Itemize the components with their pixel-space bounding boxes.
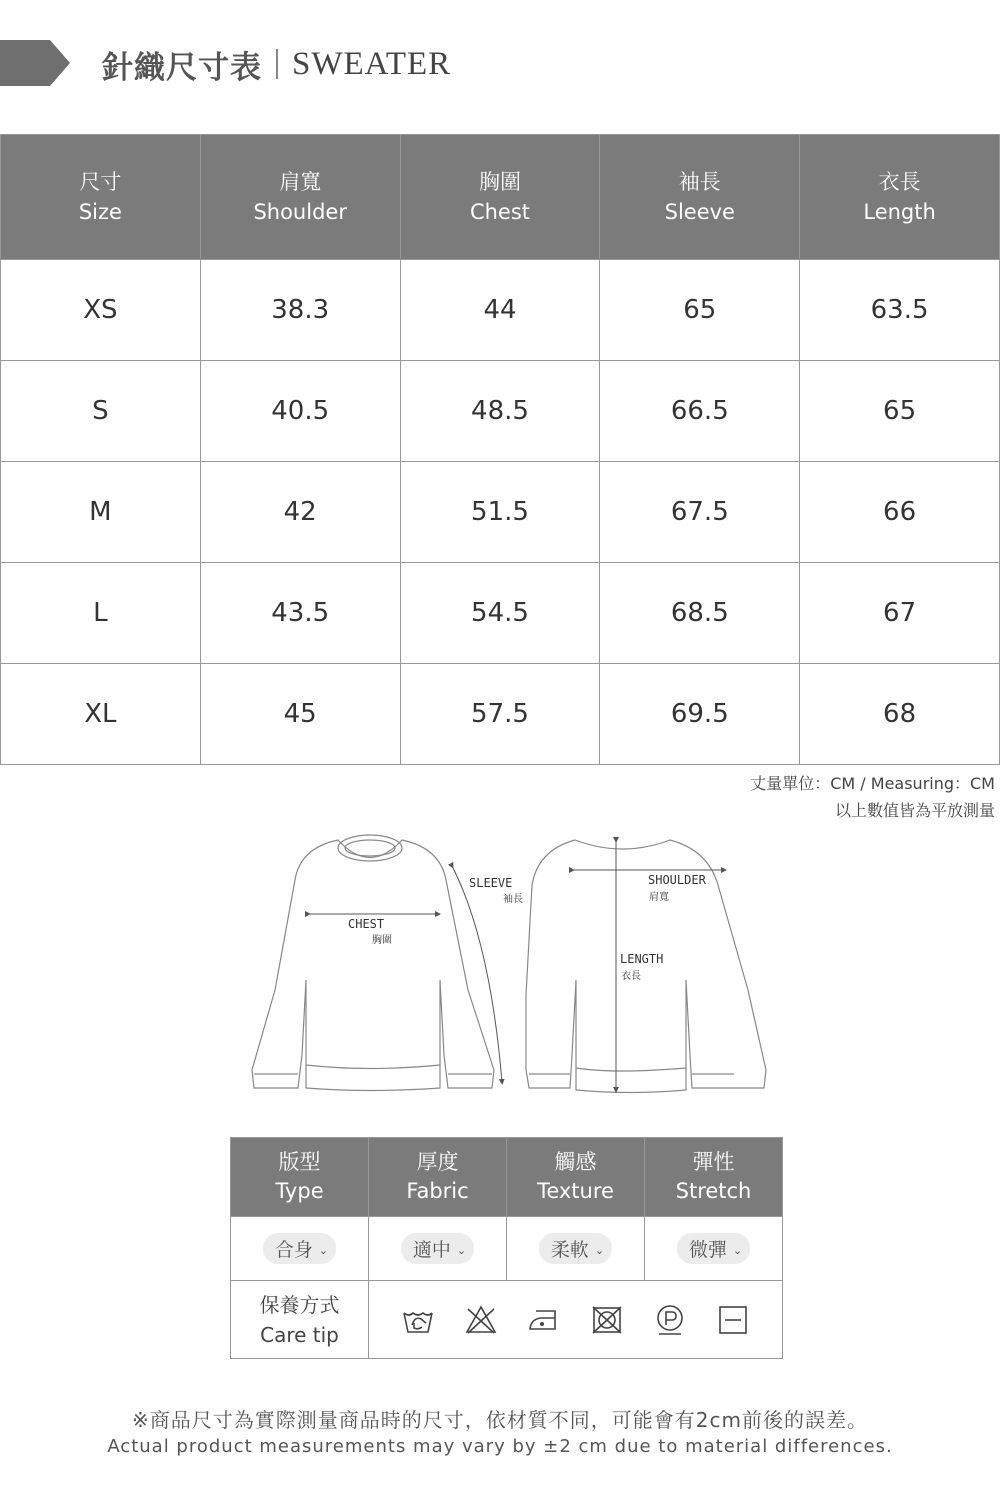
- chevron-down-icon: ⌄: [456, 1244, 467, 1257]
- do-not-bleach-icon: [464, 1303, 498, 1337]
- col-header-type: 版型 Type: [231, 1138, 369, 1217]
- table-row: [1, 260, 1000, 361]
- table-cell: 43.5: [200, 563, 400, 664]
- table-cell: 67.5: [600, 462, 800, 563]
- sleeve-line: [452, 866, 502, 1082]
- table-cell: 38.3: [200, 260, 400, 361]
- table-cell: 68: [800, 664, 1000, 765]
- type-dropdown[interactable]: 合身 ⌄: [263, 1233, 336, 1264]
- table-cell: 63.5: [800, 260, 1000, 361]
- iron-low-icon: [527, 1303, 561, 1337]
- col-header-size: 尺寸 Size: [1, 135, 201, 260]
- sleeve-label-zh: 袖長: [503, 894, 523, 905]
- spec-table-header: [231, 1138, 783, 1217]
- header-tag: [0, 40, 50, 86]
- col-header-texture: 觸感 Texture: [507, 1138, 645, 1217]
- chest-label-en: CHEST: [348, 917, 385, 931]
- table-cell: XS: [1, 260, 201, 361]
- dry-flat-icon: [716, 1303, 750, 1337]
- length-label-en: LENGTH: [620, 952, 664, 966]
- title-zh: 針織尺寸表: [102, 49, 262, 86]
- title-en: SWEATER: [292, 45, 452, 82]
- header-arrow: [50, 40, 70, 86]
- unit-note-line2: 以上數值皆為平放測量: [834, 801, 995, 820]
- table-cell: 65: [800, 361, 1000, 462]
- col-header-length: 衣長 Length: [800, 135, 1000, 260]
- back-sweater-outline: [526, 840, 766, 1093]
- spec-values-row: [231, 1217, 783, 1281]
- do-not-tumble-dry-icon: [590, 1303, 624, 1337]
- disclaimer-zh: ※商品尺寸為實際測量商品時的尺寸，依材質不同，可能會有2cm前後的誤差。: [132, 1408, 868, 1432]
- unit-note: [750, 770, 995, 824]
- care-icons: [369, 1303, 782, 1337]
- table-cell: M: [1, 462, 201, 563]
- texture-dropdown[interactable]: 柔軟 ⌄: [539, 1233, 612, 1264]
- unit-note-line1: 丈量單位：CM / Measuring：CM: [750, 774, 995, 793]
- col-header-chest: 胸圍 Chest: [400, 135, 600, 260]
- care-tip-row: [231, 1281, 783, 1359]
- chevron-down-icon: ⌄: [318, 1244, 329, 1257]
- table-cell: 67: [800, 563, 1000, 664]
- chevron-down-icon: ⌄: [732, 1244, 743, 1257]
- fabric-dropdown[interactable]: 適中 ⌄: [401, 1233, 474, 1264]
- page-title: [102, 42, 451, 86]
- table-row: [1, 361, 1000, 462]
- table-cell: 48.5: [400, 361, 600, 462]
- table-cell: 40.5: [200, 361, 400, 462]
- table-row: [1, 462, 1000, 563]
- table-row: [1, 664, 1000, 765]
- table-cell: 51.5: [400, 462, 600, 563]
- length-label-zh: 衣長: [621, 971, 641, 982]
- table-cell: 69.5: [600, 664, 800, 765]
- table-cell: 45: [200, 664, 400, 765]
- table-row: [1, 563, 1000, 664]
- title-divider: [276, 49, 278, 79]
- table-cell: S: [1, 361, 201, 462]
- table-cell: 66.5: [600, 361, 800, 462]
- table-cell: 65: [600, 260, 800, 361]
- table-cell: 42: [200, 462, 400, 563]
- disclaimer-en: Actual product measurements may vary by ±2 cm due to material differences.: [107, 1436, 893, 1457]
- col-header-shoulder: 肩寬 Shoulder: [200, 135, 400, 260]
- table-cell: 57.5: [400, 664, 600, 765]
- table-cell: 54.5: [400, 563, 600, 664]
- care-tip-label: 保養方式 Care tip: [231, 1281, 369, 1359]
- table-cell: L: [1, 563, 201, 664]
- hand-wash-icon: [401, 1303, 435, 1337]
- table-cell: 66: [800, 462, 1000, 563]
- sleeve-label-en: SLEEVE: [469, 876, 513, 890]
- size-table: [0, 134, 1000, 765]
- table-cell: XL: [1, 664, 201, 765]
- shoulder-label-zh: 肩寬: [649, 892, 669, 903]
- spec-table: [230, 1137, 783, 1359]
- dry-clean-p-icon: [653, 1303, 687, 1337]
- table-cell: 44: [400, 260, 600, 361]
- sweater-diagram: [240, 830, 780, 1100]
- col-header-fabric: 厚度 Fabric: [369, 1138, 507, 1217]
- stretch-dropdown[interactable]: 微彈 ⌄: [677, 1233, 750, 1264]
- table-cell: 68.5: [600, 563, 800, 664]
- col-header-sleeve: 袖長 Sleeve: [600, 135, 800, 260]
- chevron-down-icon: ⌄: [594, 1244, 605, 1257]
- chest-label-zh: 胸圍: [372, 935, 392, 946]
- col-header-stretch: 彈性 Stretch: [645, 1138, 783, 1217]
- size-table-header: [1, 135, 1000, 260]
- shoulder-label-en: SHOULDER: [648, 873, 706, 887]
- front-sweater-outline: [252, 835, 494, 1091]
